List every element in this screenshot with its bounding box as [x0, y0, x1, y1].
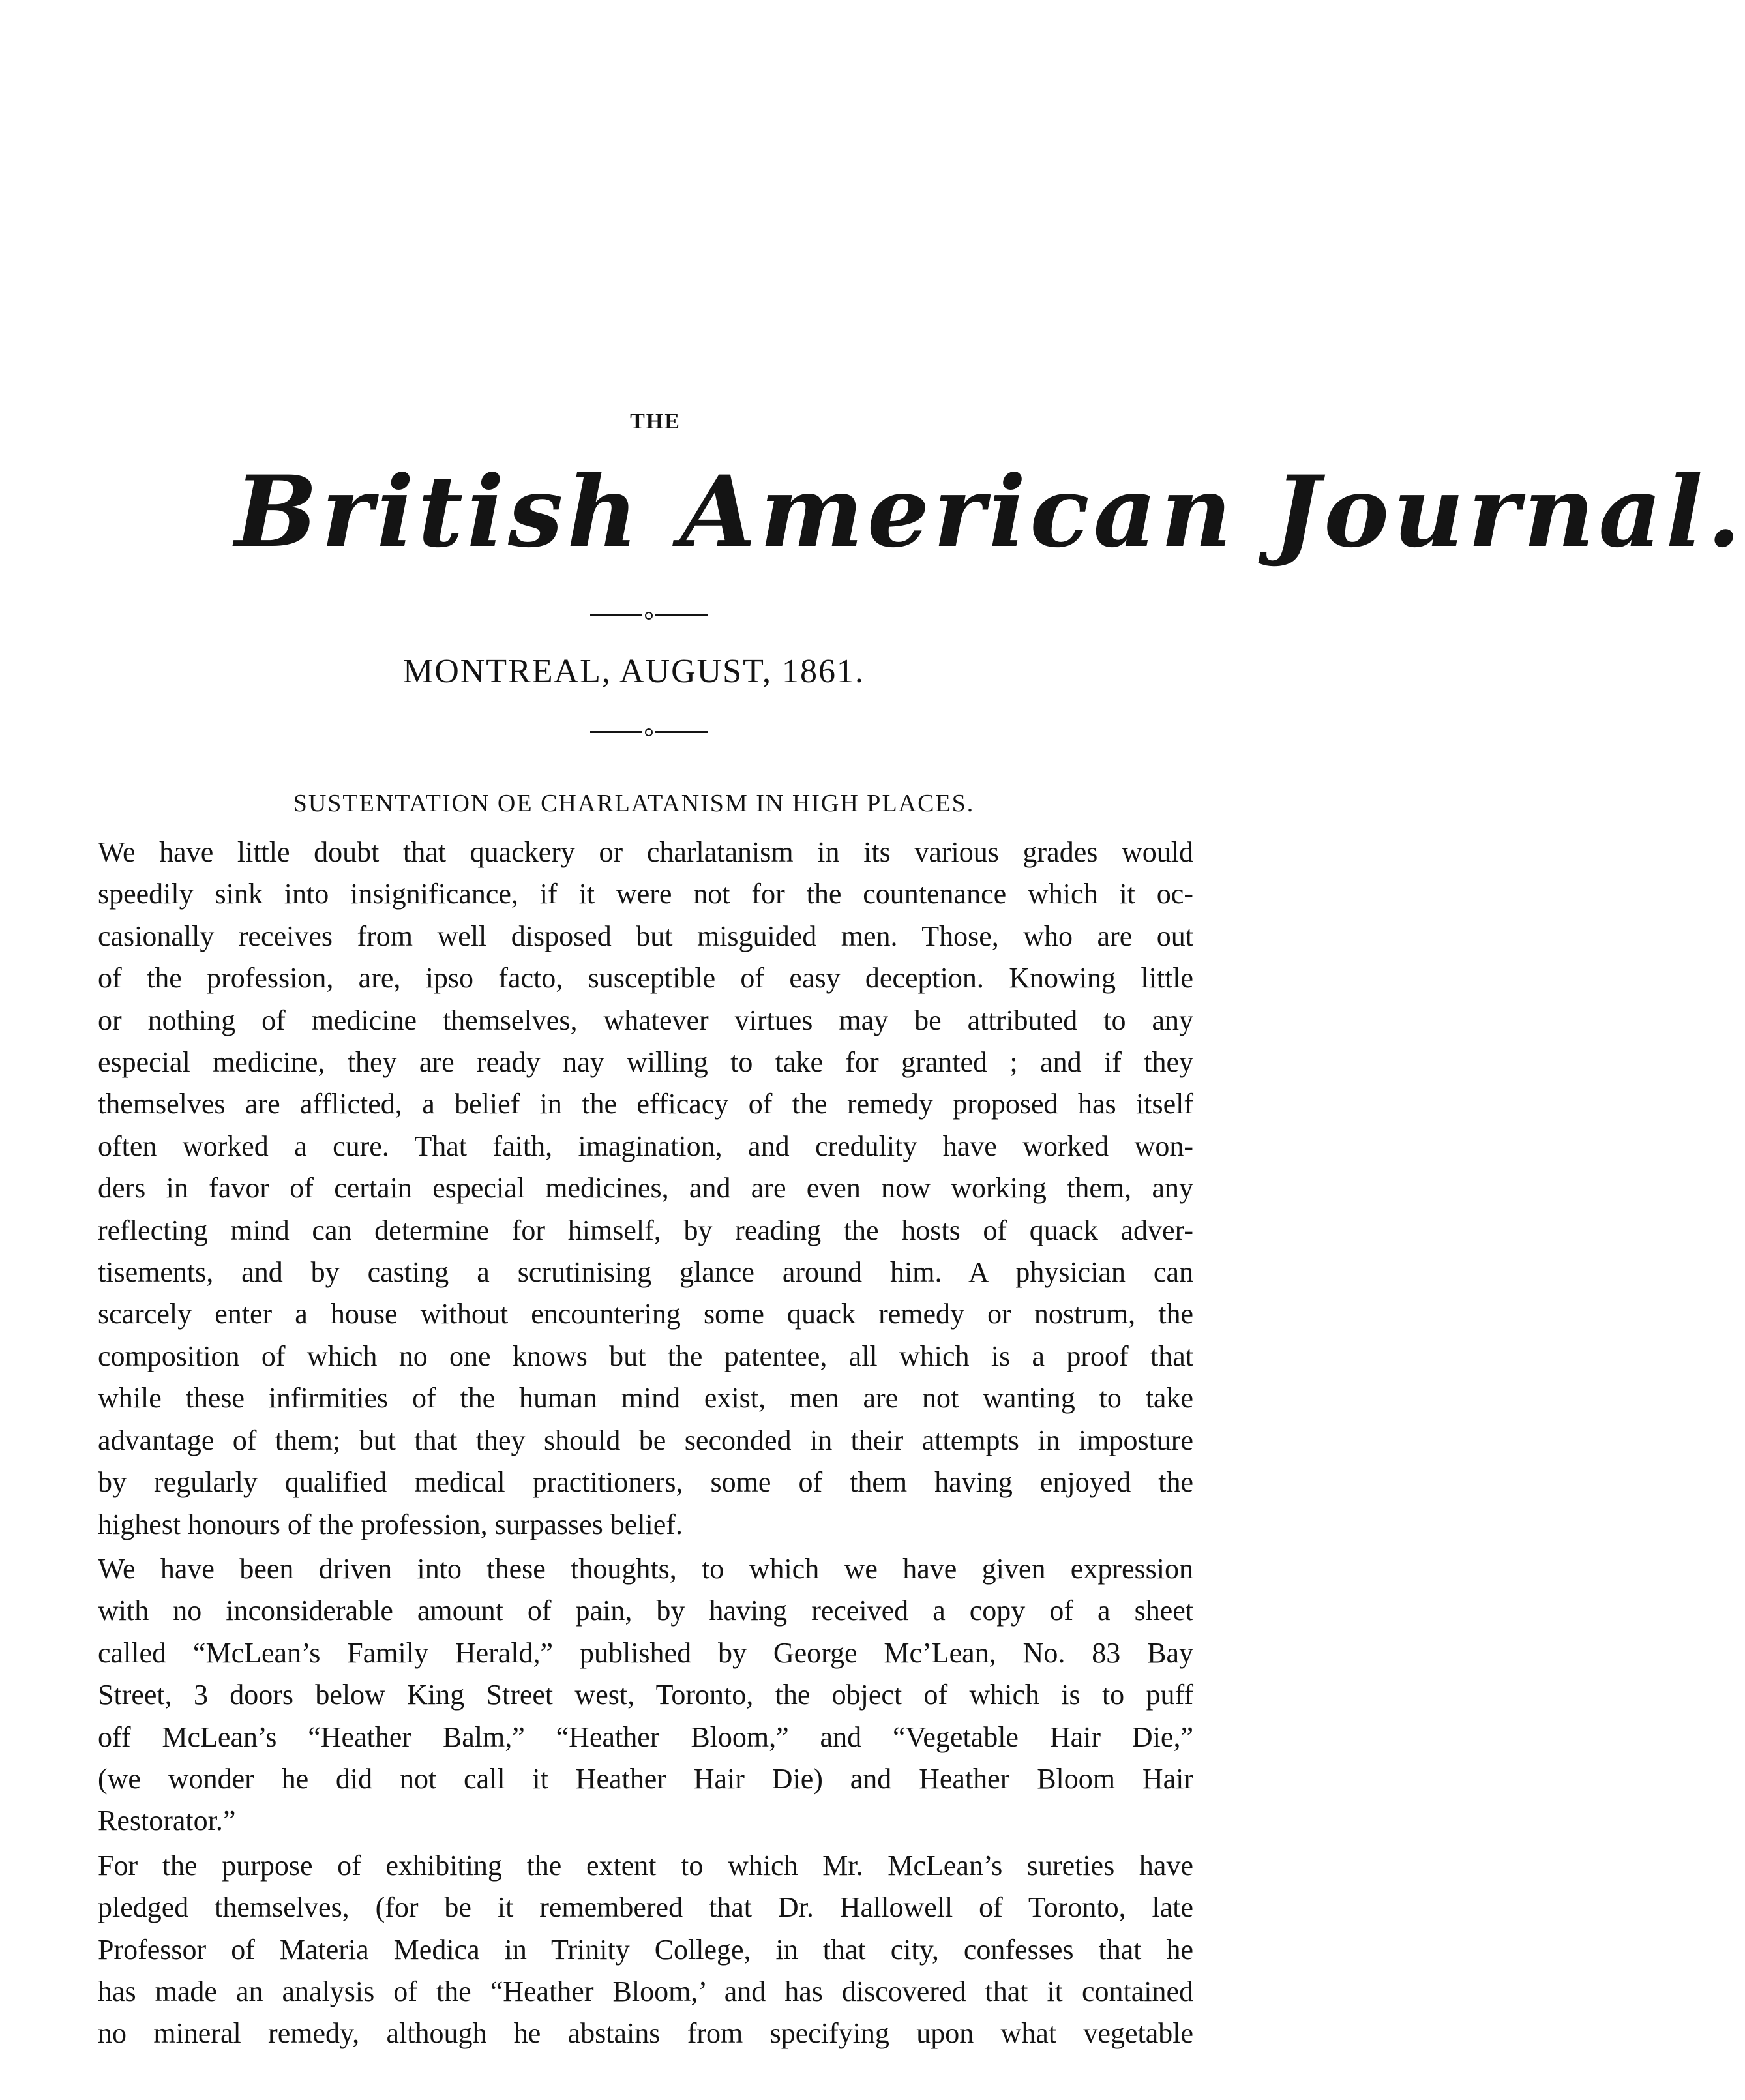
- text-line: (we wonder he did not call it Heather Hair Die) and Heather Bloom Hair: [98, 1762, 1193, 1795]
- text-line: with no inconsiderable amount of pain, by having received a copy of a sheet: [98, 1595, 1193, 1627]
- text-line: Street, 3 doors below King Street west, Toronto, the object of which is to puff: [98, 1679, 1193, 1711]
- paragraph-3: [98, 1845, 1193, 2055]
- text-line: while these infirmities of the human mind exist, men are not wanting to take: [98, 1382, 1193, 1415]
- text-line: We have little doubt that quackery or charlatanism in its various grades would: [98, 836, 1193, 868]
- text-line: or nothing of medicine themselves, whatever virtues may be attributed to any: [98, 1004, 1193, 1036]
- journal-masthead-title: British American Journal.: [235, 455, 1745, 569]
- text-line: pledged themselves, (for be it remembered that Dr. Hallowell of Toronto, late: [98, 1891, 1193, 1924]
- text-line: Restorator.”: [98, 1805, 236, 1837]
- paragraph-1: [98, 832, 1193, 1546]
- dateline: MONTREAL, AUGUST, 1861.: [402, 653, 865, 690]
- paragraph-2: [98, 1548, 1193, 1842]
- text-line: reflecting mind can determine for himself, by reading the hosts of quack adver-: [98, 1214, 1193, 1246]
- text-line: casionally receives from well disposed but misguided men. Those, who are out: [98, 920, 1193, 952]
- text-line: speedily sink into insignificance, if it were not for the countenance which it oc-: [98, 878, 1193, 910]
- text-line: tisements, and by casting a scrutinising glance around him. A physician can: [98, 1256, 1193, 1289]
- text-line: of the profession, are, ipso facto, susceptible of easy deception. Knowing little: [98, 962, 1193, 995]
- ornamental-rule-bottom: [590, 728, 708, 735]
- text-line: We have been driven into these thoughts, to which we have given expression: [98, 1552, 1193, 1585]
- text-line: advantage of them; but that they should be seconded in their attempts in imposture: [98, 1424, 1193, 1456]
- text-line: themselves are afflicted, a belief in the efficacy of the remedy proposed has itself: [98, 1088, 1193, 1120]
- text-line: For the purpose of exhibiting the extent to which Mr. McLean’s sureties have: [98, 1849, 1193, 1882]
- text-line: called “McLean’s Family Herald,” published by George Mc’Lean, No. 83 Bay: [98, 1636, 1193, 1669]
- article-title: SUSTENTATION OE CHARLATANISM IN HIGH PLACES.: [293, 790, 975, 817]
- text-line: highest honours of the profession, surpasses belief.: [98, 1508, 683, 1540]
- text-line: by regularly qualified medical practitioners, some of them having enjoyed the: [98, 1466, 1193, 1499]
- ornamental-rule-top: [590, 612, 708, 618]
- text-line: scarcely enter a house without encountering some quack remedy or nostrum, the: [98, 1298, 1193, 1330]
- text-line: off McLean’s “Heather Balm,” “Heather Bloom,” and “Vegetable Hair Die,”: [98, 1720, 1193, 1753]
- text-line: especial medicine, they are ready nay willing to take for granted ; and if they: [98, 1046, 1193, 1079]
- text-line: composition of which no one knows but the patentee, all which is a proof that: [98, 1340, 1193, 1372]
- text-line: ders in favor of certain especial medicines, and are even now working them, any: [98, 1172, 1193, 1205]
- text-line: has made an analysis of the “Heather Bloom,’ and has discovered that it contained: [98, 1975, 1193, 2007]
- masthead-the: THE: [630, 410, 681, 434]
- text-line: no mineral remedy, although he abstains from specifying upon what vegetable: [98, 2017, 1193, 2050]
- article-body: [98, 832, 1193, 2055]
- text-line: Professor of Materia Medica in Trinity College, in that city, confesses that he: [98, 1933, 1193, 1966]
- text-line: often worked a cure. That faith, imagination, and credulity have worked won-: [98, 1130, 1193, 1162]
